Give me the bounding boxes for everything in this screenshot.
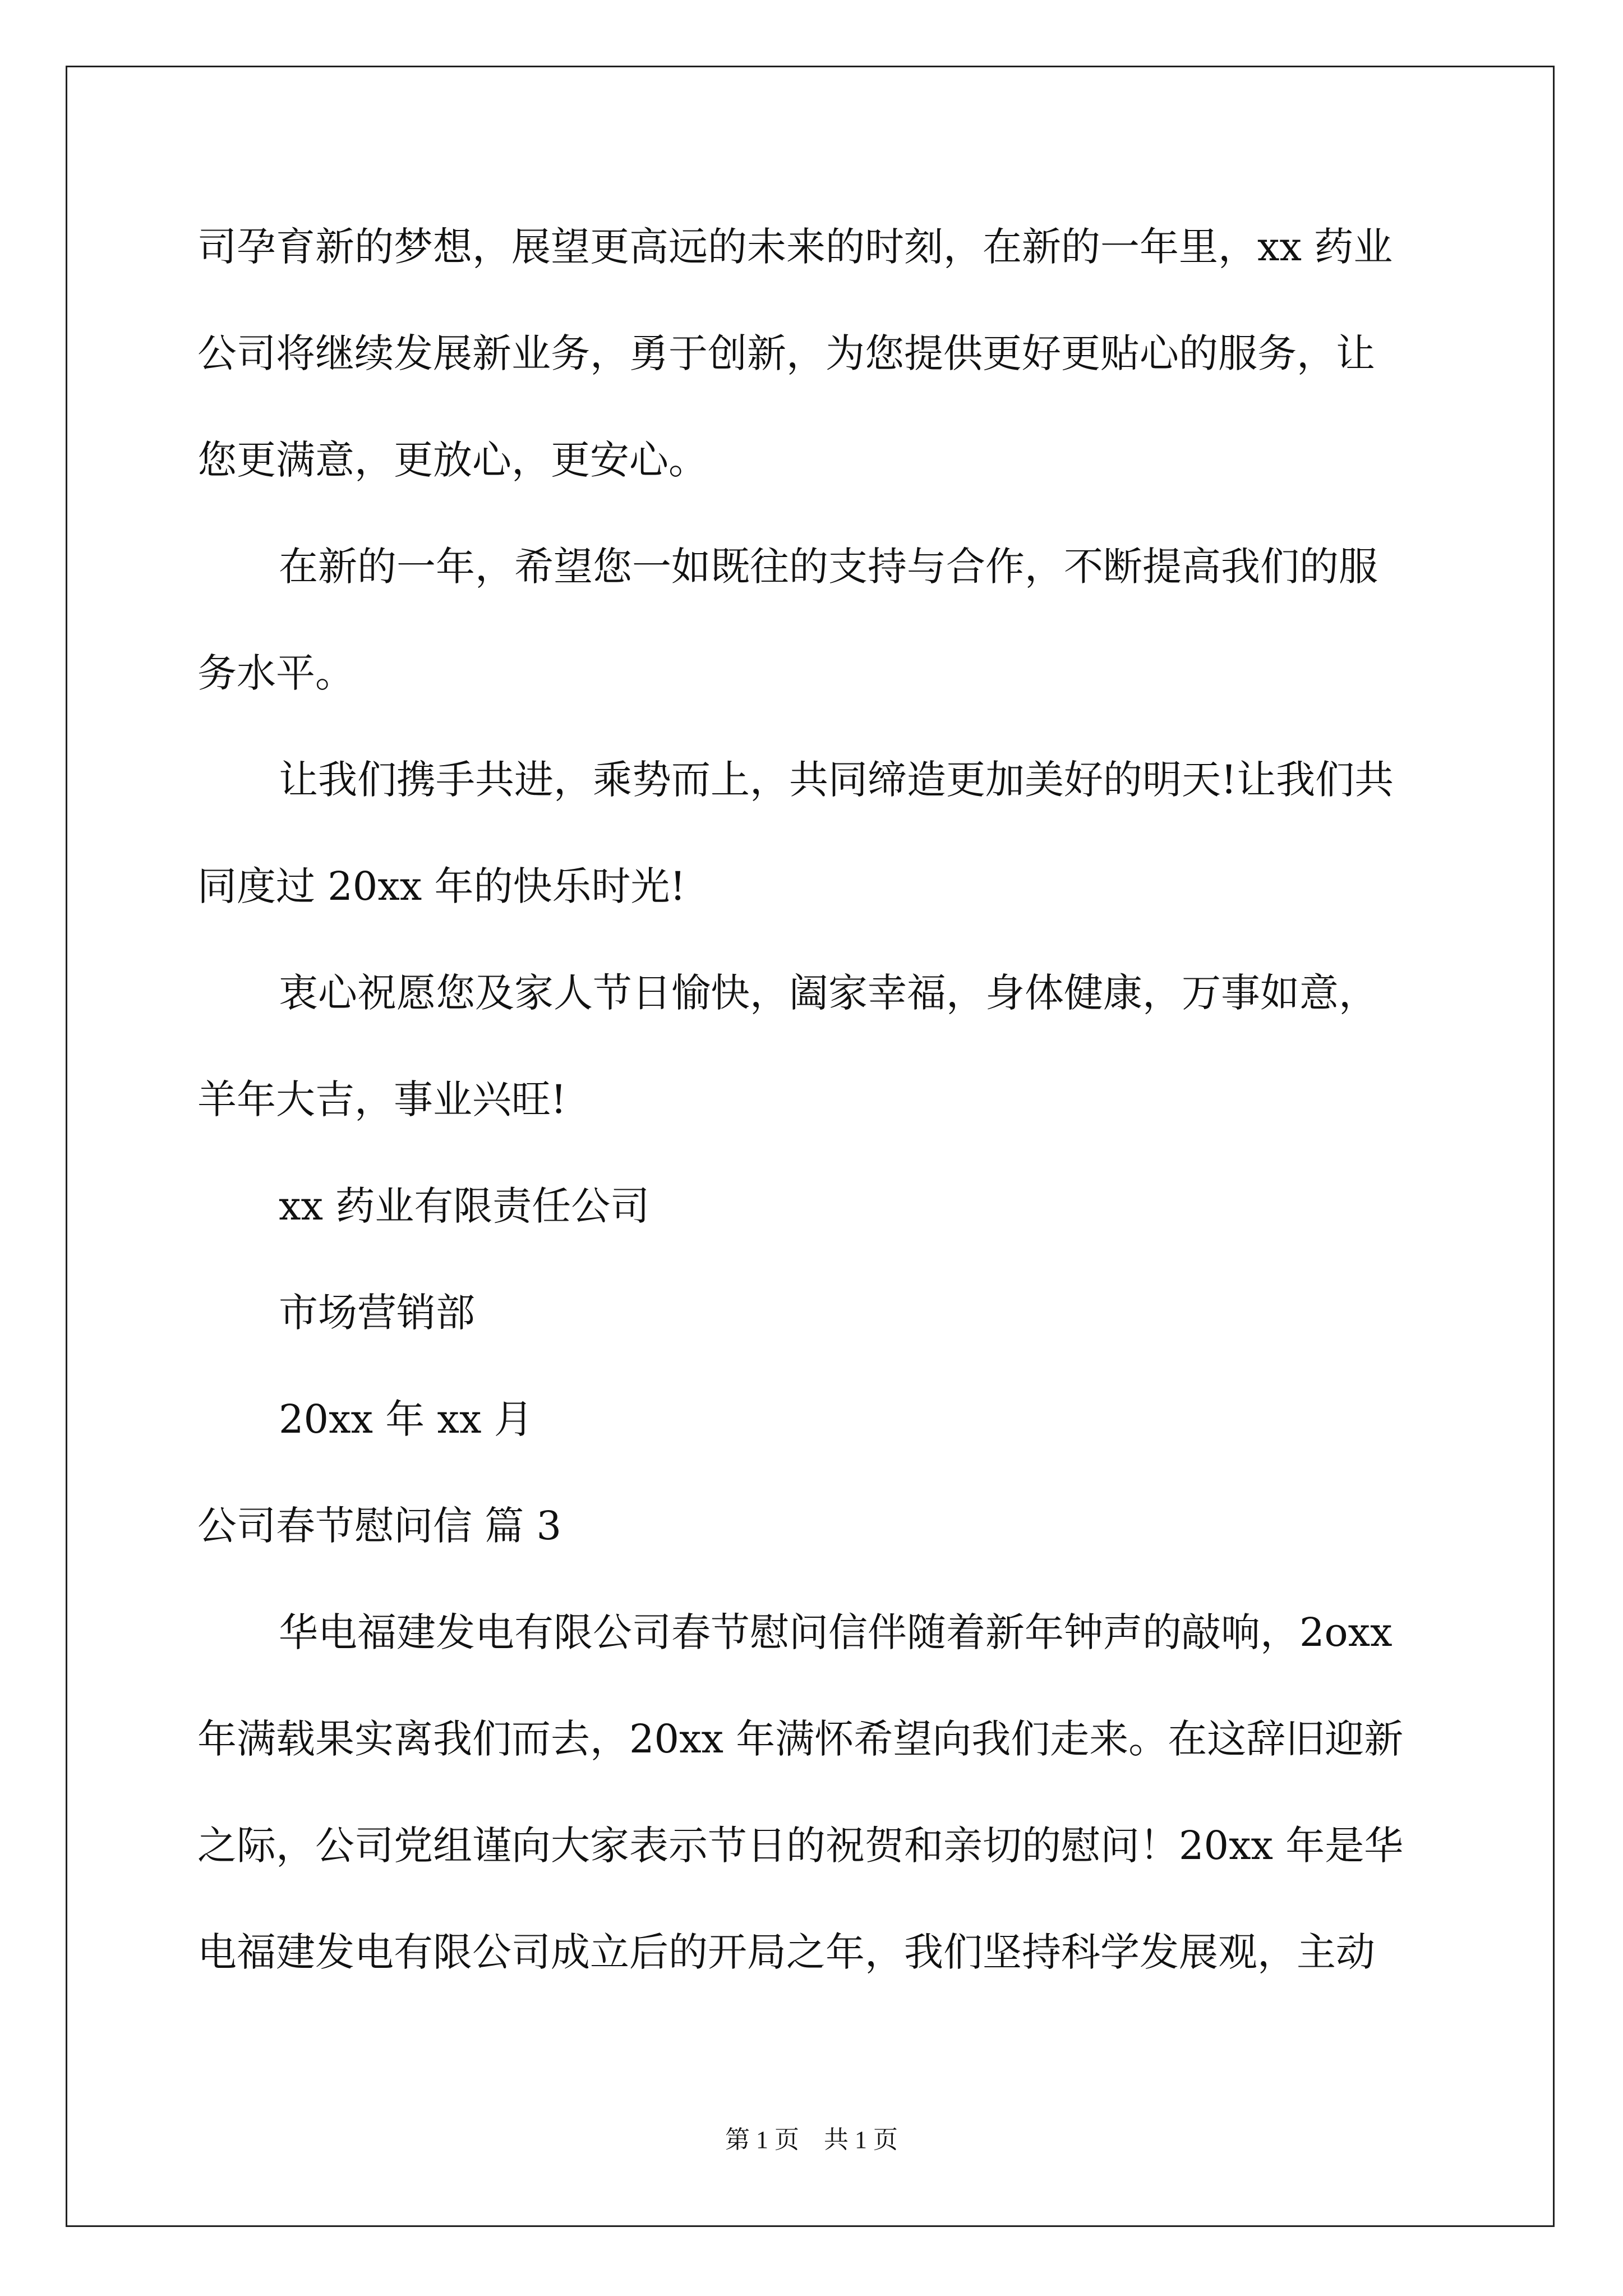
body-line: 年满载果实离我们而去，20xx 年满怀希望向我们走来。在这辞旧迎新: [197, 1716, 1404, 1762]
paragraph-start: 衷心祝愿您及家人节日愉快，阖家幸福，身体健康，万事如意，: [279, 970, 1378, 1016]
page-total: 共 1 页: [824, 2126, 898, 2154]
body-line: 司孕育新的梦想，展望更高远的未来的时刻，在新的一年里，xx 药业: [197, 224, 1393, 270]
body-line: 之际，公司党组谨向大家表示节日的祝贺和亲切的慰问！20xx 年是华: [197, 1823, 1404, 1869]
body-line: 羊年大吉，事业兴旺!: [197, 1076, 567, 1122]
body-line: 务水平。: [197, 650, 354, 696]
page-frame: [66, 66, 1555, 2227]
paragraph-start: 让我们携手共进，乘势而上，共同缔造更加美好的明天!让我们共: [279, 757, 1394, 803]
body-line: 您更满意，更放心，更安心。: [197, 437, 708, 483]
page-number: 第 1 页: [725, 2126, 799, 2154]
signature-date: 20xx 年 xx 月: [279, 1396, 533, 1442]
signature-department: 市场营销部: [279, 1290, 475, 1336]
page-footer: [0, 2124, 1623, 2156]
section-heading: 公司春节慰问信 篇 3: [197, 1503, 562, 1549]
body-line: 公司将继续发展新业务，勇于创新，为您提供更好更贴心的服务，让: [197, 330, 1375, 376]
signature-company: xx 药业有限责任公司: [279, 1183, 650, 1229]
body-line: 电福建发电有限公司成立后的开局之年，我们坚持科学发展观，主动: [197, 1929, 1375, 1975]
paragraph-start: 华电福建发电有限公司春节慰问信伴随着新年钟声的敲响，2oxx: [279, 1609, 1393, 1655]
body-line: 同度过 20xx 年的快乐时光!: [197, 863, 686, 909]
paragraph-start: 在新的一年，希望您一如既往的支持与合作，不断提高我们的服: [279, 544, 1378, 590]
